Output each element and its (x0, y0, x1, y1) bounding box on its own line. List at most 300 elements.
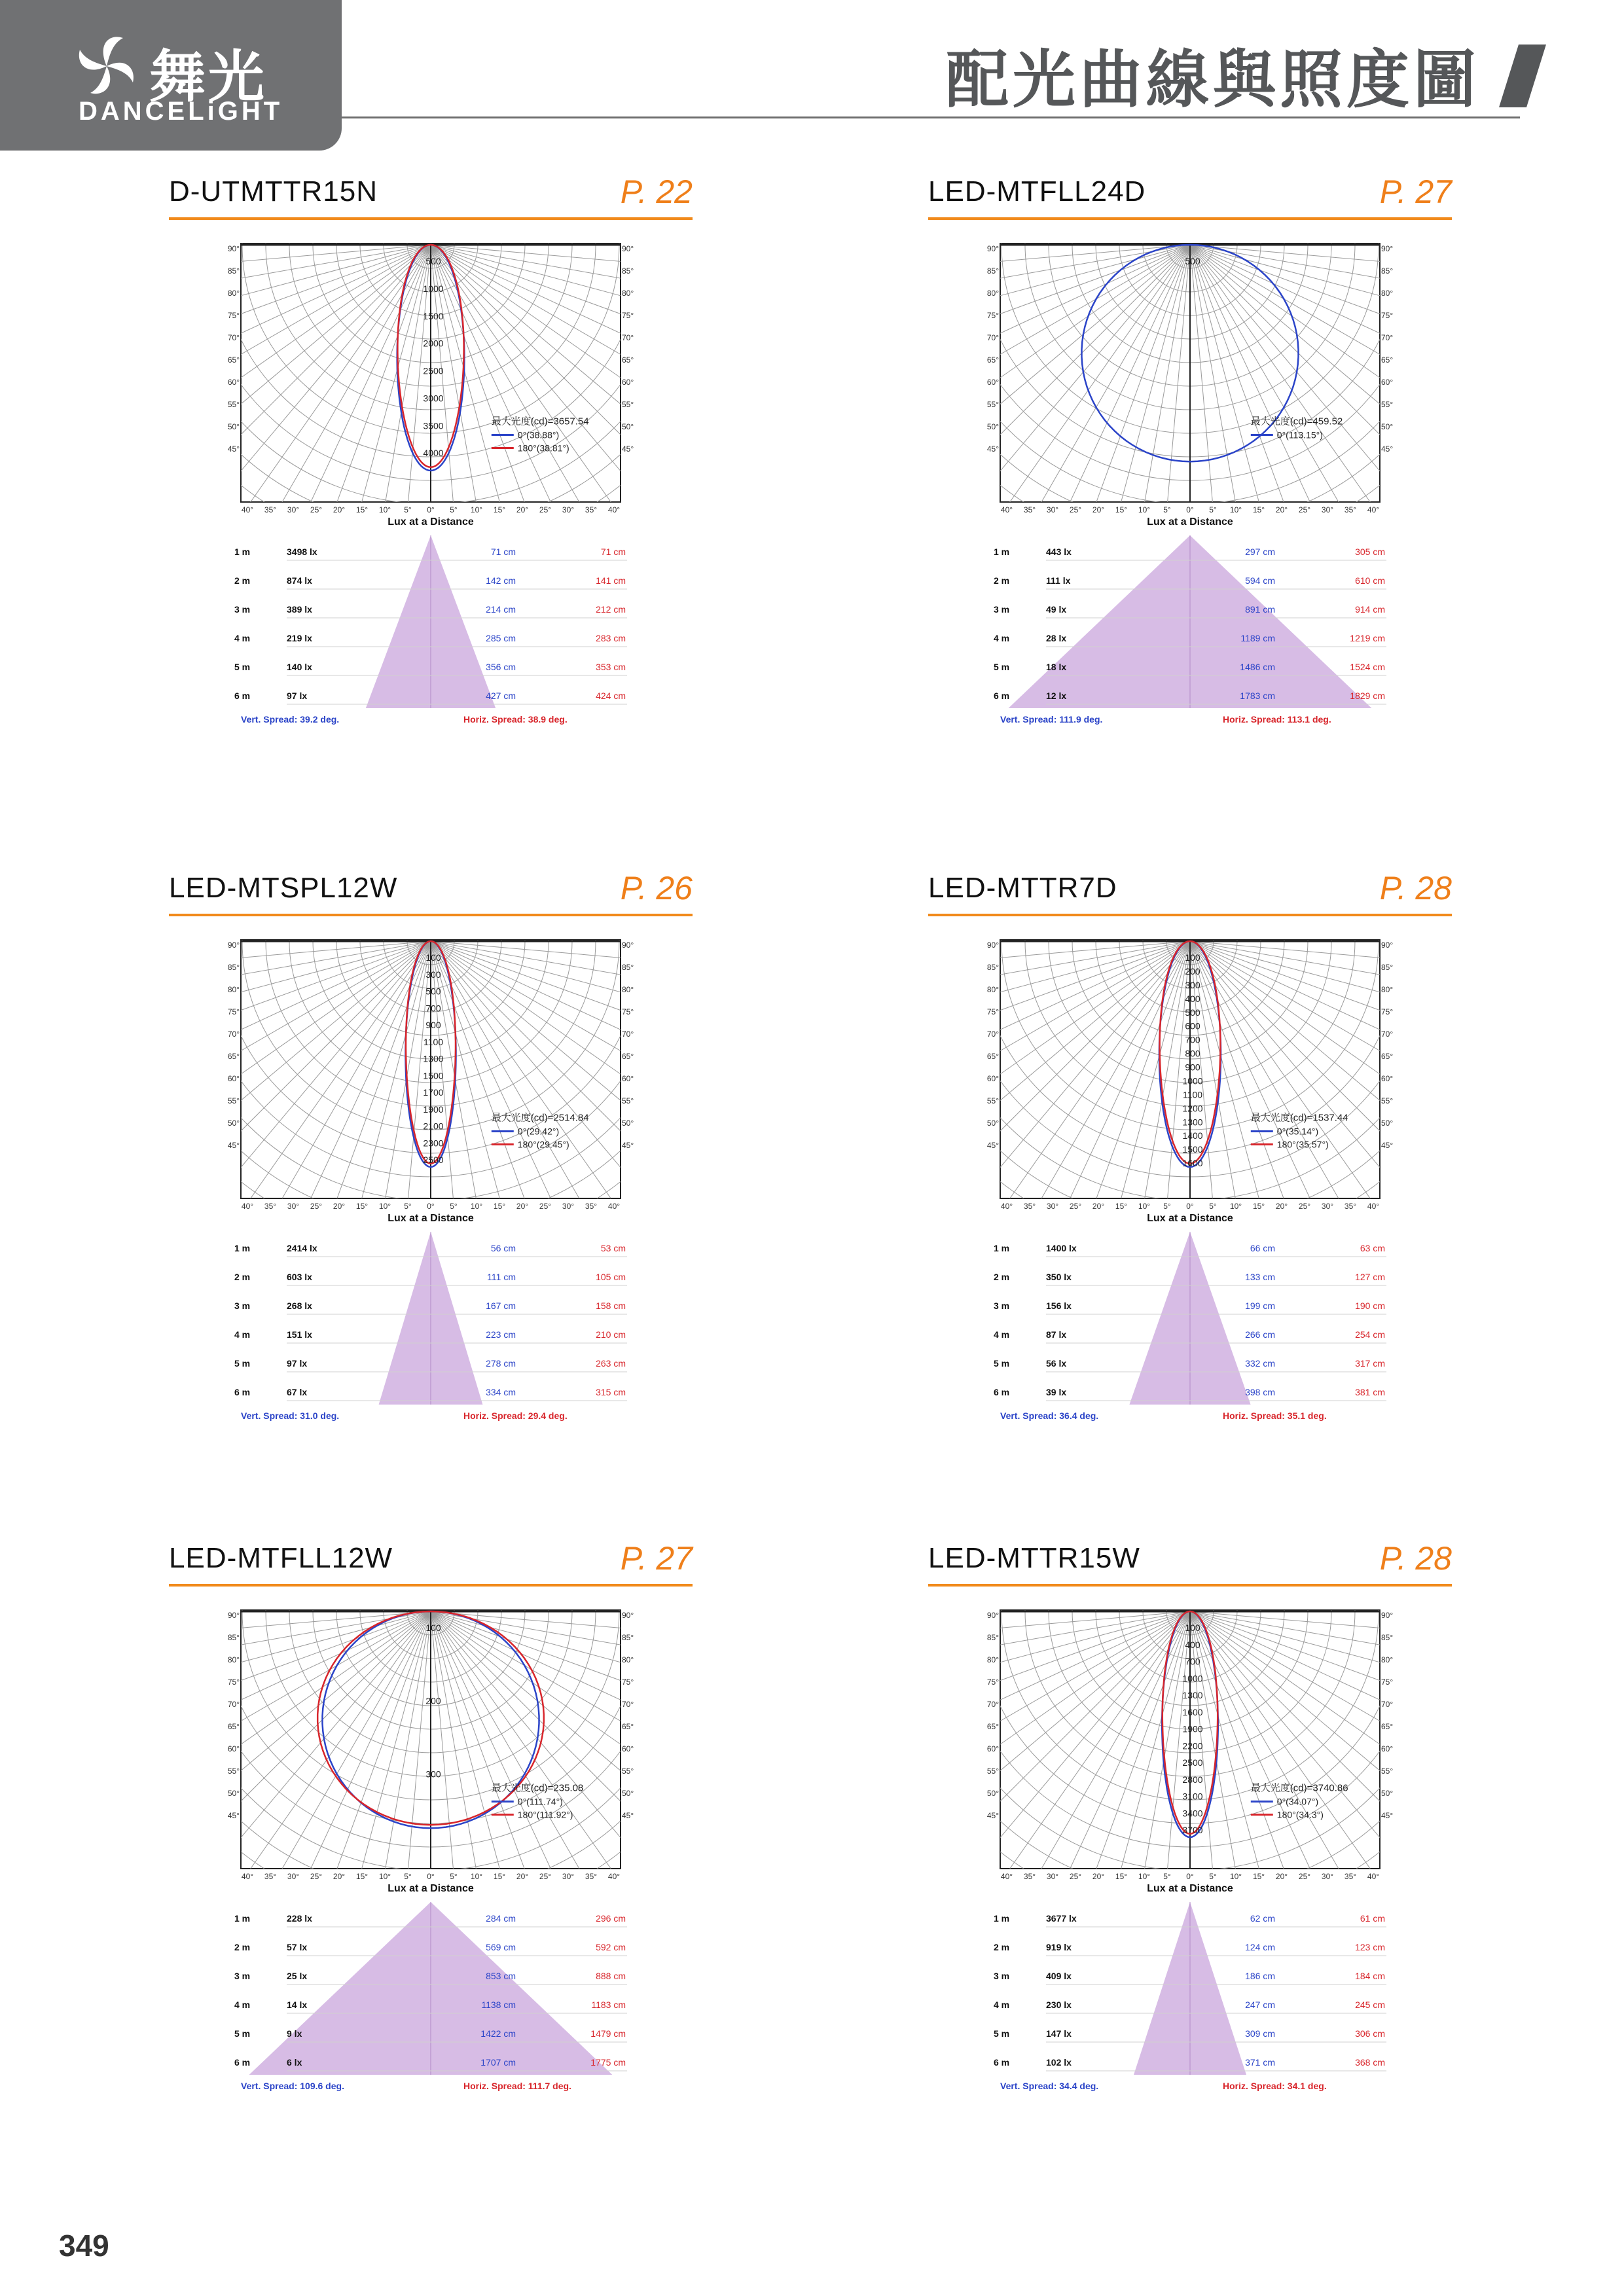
vertical-spread-summary: Vert. Spread: 31.0 deg. (241, 1410, 340, 1421)
angle-label-left: 70° (228, 1700, 240, 1709)
distance-label: 5 m (994, 1358, 1010, 1369)
angle-label-left: 65° (987, 355, 999, 365)
vertical-spread-value: 278 cm (486, 1358, 516, 1369)
angle-label-left: 60° (228, 1074, 240, 1083)
angle-label-bottom: 10° (378, 1202, 391, 1211)
angle-label-bottom: 25° (1298, 505, 1311, 514)
angle-label-bottom: 40° (241, 1202, 254, 1211)
angle-label-bottom: 25° (539, 505, 552, 514)
legend-180-label: 180°(38.81°) (517, 442, 569, 454)
angle-label-right: 75° (622, 1677, 634, 1687)
angle-label-left: 65° (228, 1052, 240, 1061)
horizontal-spread-value: 296 cm (596, 1913, 626, 1924)
intensity-tick-label: 1900 (1182, 1723, 1203, 1734)
horizontal-spread-summary: Horiz. Spread: 34.1 deg. (1223, 2081, 1327, 2091)
lux-value: 350 lx (1046, 1272, 1072, 1282)
distance-label: 3 m (994, 1300, 1010, 1311)
distance-label: 1 m (234, 547, 251, 557)
intensity-tick-label: 700 (1185, 1656, 1200, 1667)
lux-value: 230 lx (1046, 2000, 1072, 2010)
angle-label-bottom: 20° (1275, 1202, 1288, 1211)
intensity-tick-label: 400 (1185, 1639, 1200, 1650)
distance-label: 4 m (234, 2000, 251, 2010)
vertical-spread-value: 247 cm (1245, 2000, 1275, 2010)
angle-label-right: 75° (1381, 1007, 1393, 1016)
horizontal-spread-value: 1183 cm (591, 2000, 626, 2010)
angle-label-bottom: 35° (1023, 1872, 1036, 1881)
lux-value: 3498 lx (287, 547, 317, 557)
intensity-tick-label: 100 (425, 952, 441, 963)
lux-value: 28 lx (1046, 633, 1067, 643)
vertical-spread-value: 371 cm (1245, 2057, 1275, 2068)
distance-label: 6 m (234, 691, 251, 701)
angle-label-bottom: 5° (1209, 1872, 1217, 1881)
vertical-spread-value: 56 cm (490, 1243, 516, 1253)
angle-label-bottom: 25° (310, 1202, 323, 1211)
photometric-panel (928, 1540, 1452, 2091)
horizontal-spread-value: 1775 cm (590, 2057, 626, 2068)
vertical-spread-value: 133 cm (1245, 1272, 1275, 1282)
intensity-tick-label: 300 (425, 1768, 441, 1780)
intensity-tick-label: 1000 (1182, 1075, 1203, 1086)
angle-label-bottom: 5° (404, 1872, 412, 1881)
intensity-tick-label: 2500 (1182, 1757, 1203, 1768)
intensity-tick-label: 500 (1185, 256, 1200, 266)
angle-label-right: 70° (622, 1030, 634, 1039)
lux-value: 9 lx (287, 2028, 302, 2039)
lux-value: 874 lx (287, 575, 312, 586)
intensity-tick-label: 2500 (423, 365, 444, 376)
max-intensity-label: 最大光度(cd)=3657.54 (491, 416, 589, 427)
angle-label-bottom: 35° (264, 1872, 277, 1881)
vertical-spread-value: 71 cm (490, 547, 516, 557)
horizontal-spread-value: 610 cm (1355, 575, 1385, 586)
page-reference: P. 27 (1379, 173, 1452, 210)
vertical-spread-value: 124 cm (1245, 1942, 1275, 1952)
distance-label: 4 m (994, 1329, 1010, 1340)
lux-value: 6 lx (287, 2057, 302, 2068)
lux-value: 39 lx (1046, 1387, 1067, 1397)
horizontal-spread-summary: Horiz. Spread: 35.1 deg. (1223, 1410, 1327, 1421)
horizontal-spread-value: 184 cm (1355, 1971, 1385, 1981)
lux-value: 228 lx (287, 1913, 312, 1924)
distance-label: 2 m (234, 575, 251, 586)
vertical-spread-value: 309 cm (1245, 2028, 1275, 2039)
distance-label: 1 m (234, 1243, 251, 1253)
angle-label-bottom: 25° (1069, 1202, 1082, 1211)
angle-label-bottom: 30° (287, 505, 300, 514)
intensity-tick-label: 500 (425, 256, 441, 266)
intensity-tick-label: 2800 (1182, 1774, 1203, 1785)
distance-label: 6 m (994, 1387, 1010, 1397)
distance-label: 3 m (234, 604, 251, 615)
angle-label-right: 80° (622, 289, 634, 298)
distance-label: 4 m (234, 633, 251, 643)
vertical-spread-value: 111 cm (487, 1272, 516, 1282)
angle-label-right: 65° (1381, 355, 1393, 365)
intensity-tick-label: 600 (1185, 1020, 1200, 1031)
vertical-spread-value: 199 cm (1245, 1300, 1275, 1311)
lux-title: Lux at a Distance (1147, 1883, 1233, 1894)
angle-label-bottom: 30° (562, 505, 575, 514)
intensity-tick-label: 1600 (1182, 1158, 1203, 1169)
vertical-spread-value: 186 cm (1245, 1971, 1275, 1981)
vertical-spread-value: 332 cm (1245, 1358, 1275, 1369)
angle-label-right: 60° (1381, 1074, 1393, 1083)
photometric-figure (987, 237, 1393, 734)
max-intensity-label: 最大光度(cd)=235.08 (491, 1782, 584, 1794)
angle-label-bottom: 40° (1367, 1872, 1380, 1881)
intensity-tick-label: 3100 (1182, 1791, 1203, 1802)
angle-label-right: 55° (1381, 400, 1393, 409)
photometric-figure (987, 1604, 1393, 2101)
angle-label-bottom: 10° (470, 505, 483, 514)
angle-label-right: 75° (622, 1007, 634, 1016)
vertical-spread-value: 266 cm (1245, 1329, 1275, 1340)
distance-label: 5 m (994, 2028, 1010, 2039)
intensity-tick-label: 1700 (423, 1087, 444, 1098)
distance-label: 4 m (994, 633, 1010, 643)
angle-label-right: 85° (1381, 266, 1393, 276)
distance-label: 4 m (234, 1329, 251, 1340)
angle-label-left: 65° (987, 1722, 999, 1731)
distance-label: 5 m (234, 2028, 251, 2039)
angle-label-left: 75° (228, 1007, 240, 1016)
angle-label-right: 75° (622, 311, 634, 320)
angle-label-bottom: 30° (1046, 505, 1059, 514)
lux-table (994, 1232, 1386, 1405)
horizontal-spread-value: 123 cm (1355, 1942, 1385, 1952)
angle-label-right: 80° (1381, 985, 1393, 994)
angle-label-bottom: 25° (539, 1872, 552, 1881)
angle-label-right: 70° (1381, 1030, 1393, 1039)
angle-label-bottom: 10° (378, 505, 391, 514)
angle-label-left: 55° (228, 1767, 240, 1776)
vertical-spread-value: 167 cm (486, 1300, 516, 1311)
angle-label-left: 75° (987, 1677, 999, 1687)
angle-label-bottom: 35° (1344, 1872, 1357, 1881)
angle-label-left: 45° (228, 444, 240, 454)
angle-label-bottom: 40° (241, 1872, 254, 1881)
angle-label-right: 70° (1381, 1700, 1393, 1709)
vertical-spread-value: 1138 cm (481, 2000, 516, 2010)
horizontal-spread-value: 245 cm (1355, 2000, 1385, 2010)
angle-label-left: 85° (987, 266, 999, 276)
lux-value: 67 lx (287, 1387, 308, 1397)
horizontal-spread-value: 71 cm (600, 547, 626, 557)
distance-label: 2 m (234, 1942, 251, 1952)
panel-header (928, 1540, 1452, 1587)
distance-label: 3 m (994, 1971, 1010, 1981)
horizontal-spread-value: 315 cm (596, 1387, 626, 1397)
max-intensity-label: 最大光度(cd)=2514.84 (491, 1112, 589, 1124)
angle-label-left: 45° (987, 444, 999, 454)
lux-value: 12 lx (1046, 691, 1067, 701)
intensity-tick-label: 2500 (423, 1155, 444, 1166)
legend-0-label: 0°(38.88°) (517, 429, 560, 440)
angle-label-bottom: 0° (427, 1872, 435, 1881)
vertical-spread-value: 285 cm (486, 633, 516, 643)
panel-header (169, 173, 693, 220)
angle-label-left: 50° (228, 422, 240, 431)
angle-label-left: 50° (228, 1119, 240, 1128)
angle-label-left: 80° (228, 985, 240, 994)
angle-label-right: 60° (622, 378, 634, 387)
angle-label-right: 65° (1381, 1052, 1393, 1061)
angle-label-left: 55° (228, 400, 240, 409)
angle-label-right: 60° (1381, 378, 1393, 387)
angle-label-bottom: 0° (1186, 1872, 1194, 1881)
lux-value: 87 lx (1046, 1329, 1067, 1340)
panel-header (169, 870, 693, 916)
horizontal-spread-value: 424 cm (596, 691, 626, 701)
intensity-tick-label: 1200 (1182, 1103, 1203, 1114)
vertical-spread-value: 1422 cm (480, 2028, 516, 2039)
angle-label-left: 90° (987, 1611, 999, 1620)
intensity-tick-label: 4000 (423, 448, 444, 459)
distance-label: 2 m (994, 1272, 1010, 1282)
lux-title: Lux at a Distance (388, 516, 474, 528)
angle-label-bottom: 5° (450, 1872, 458, 1881)
horizontal-spread-value: 592 cm (596, 1942, 626, 1952)
distance-label: 3 m (994, 604, 1010, 615)
angle-label-right: 80° (622, 985, 634, 994)
horizontal-spread-summary: Horiz. Spread: 29.4 deg. (463, 1410, 568, 1421)
photometric-panel (169, 870, 693, 1421)
angle-label-bottom: 10° (1138, 1202, 1151, 1211)
angle-label-left: 45° (228, 1811, 240, 1820)
vertical-spread-value: 594 cm (1245, 575, 1275, 586)
angle-label-left: 75° (987, 311, 999, 320)
distance-label: 6 m (234, 2057, 251, 2068)
intensity-tick-label: 1000 (423, 283, 444, 294)
vertical-spread-summary: Vert. Spread: 36.4 deg. (1000, 1410, 1099, 1421)
intensity-tick-label: 1100 (1182, 1089, 1203, 1100)
intensity-tick-label: 700 (1185, 1034, 1200, 1045)
lux-value: 219 lx (287, 633, 312, 643)
lux-value: 97 lx (287, 1358, 308, 1369)
angle-label-left: 85° (228, 1633, 240, 1642)
angle-label-right: 85° (1381, 1633, 1393, 1642)
angle-label-right: 90° (1381, 244, 1393, 253)
photometric-panel (169, 173, 693, 725)
horizontal-spread-value: 353 cm (596, 662, 626, 672)
angle-label-bottom: 25° (1069, 1872, 1082, 1881)
distance-label: 2 m (994, 575, 1010, 586)
intensity-tick-label: 3500 (423, 420, 444, 431)
vertical-spread-value: 62 cm (1250, 1913, 1275, 1924)
lux-value: 18 lx (1046, 662, 1067, 672)
angle-label-right: 50° (622, 422, 634, 431)
intensity-tick-label: 900 (1185, 1062, 1200, 1073)
angle-label-left: 90° (987, 244, 999, 253)
distance-label: 3 m (234, 1971, 251, 1981)
horizontal-spread-value: 283 cm (596, 633, 626, 643)
angle-label-left: 80° (987, 1655, 999, 1664)
lux-value: 140 lx (287, 662, 312, 672)
horizontal-spread-value: 158 cm (596, 1300, 626, 1311)
horizontal-spread-value: 368 cm (1355, 2057, 1385, 2068)
horizontal-spread-value: 1219 cm (1350, 633, 1385, 643)
legend-180-label: 180°(34.3°) (1276, 1809, 1324, 1820)
vertical-spread-value: 297 cm (1245, 547, 1275, 557)
angle-label-bottom: 15° (1115, 1872, 1128, 1881)
angle-label-left: 80° (228, 1655, 240, 1664)
angle-label-left: 85° (987, 963, 999, 972)
angle-label-bottom: 10° (378, 1872, 391, 1881)
angle-label-bottom: 10° (470, 1872, 483, 1881)
angle-label-bottom: 10° (1229, 1202, 1242, 1211)
angle-label-bottom: 20° (333, 1872, 346, 1881)
angle-label-left: 55° (987, 1767, 999, 1776)
intensity-tick-label: 1400 (1182, 1130, 1203, 1141)
angle-label-right: 80° (1381, 1655, 1393, 1664)
legend-0-label: 0°(35.14°) (1276, 1126, 1319, 1137)
logo-english-text: DANCELiGHT (79, 97, 283, 126)
photometric-panel (928, 870, 1452, 1421)
title-slash-icon (1499, 45, 1546, 107)
distance-label: 5 m (234, 1358, 251, 1369)
distance-label: 6 m (234, 1387, 251, 1397)
lux-value: 156 lx (1046, 1300, 1072, 1311)
angle-label-bottom: 20° (1275, 1872, 1288, 1881)
photometric-figure (228, 1604, 634, 2101)
intensity-tick-label: 300 (1185, 979, 1200, 990)
angle-label-bottom: 25° (1298, 1202, 1311, 1211)
intensity-tick-label: 2200 (1182, 1740, 1203, 1751)
angle-label-bottom: 40° (241, 505, 254, 514)
horizontal-spread-value: 1524 cm (1350, 662, 1385, 672)
angle-label-bottom: 25° (539, 1202, 552, 1211)
legend-0-label: 0°(29.42°) (517, 1126, 560, 1137)
angle-label-bottom: 35° (585, 1872, 598, 1881)
vertical-spread-value: 1707 cm (480, 2057, 516, 2068)
horizontal-spread-value: 127 cm (1355, 1272, 1385, 1282)
vertical-spread-value: 66 cm (1250, 1243, 1275, 1253)
vertical-spread-value: 398 cm (1245, 1387, 1275, 1397)
distance-label: 4 m (994, 2000, 1010, 2010)
intensity-tick-label: 2000 (423, 338, 444, 349)
angle-label-bottom: 0° (427, 505, 435, 514)
distance-label: 3 m (234, 1300, 251, 1311)
photometric-panel (169, 1540, 693, 2091)
angle-label-right: 55° (622, 1767, 634, 1776)
vertical-spread-summary: Vert. Spread: 109.6 deg. (241, 2081, 344, 2091)
angle-label-bottom: 20° (333, 505, 346, 514)
angle-label-bottom: 25° (1298, 1872, 1311, 1881)
horizontal-spread-summary: Horiz. Spread: 113.1 deg. (1223, 714, 1331, 725)
intensity-tick-label: 1900 (423, 1103, 444, 1115)
angle-label-left: 70° (987, 333, 999, 342)
angle-label-bottom: 40° (1367, 1202, 1380, 1211)
lux-value: 389 lx (287, 604, 312, 615)
distance-label: 2 m (994, 1942, 1010, 1952)
angle-label-left: 80° (987, 289, 999, 298)
angle-label-bottom: 20° (1275, 505, 1288, 514)
angle-label-bottom: 5° (1209, 1202, 1217, 1211)
photometric-figure (987, 933, 1393, 1431)
lux-value: 56 lx (1046, 1358, 1067, 1369)
angle-label-left: 60° (987, 378, 999, 387)
horizontal-spread-value: 53 cm (600, 1243, 626, 1253)
intensity-tick-label: 1300 (423, 1053, 444, 1064)
angle-label-bottom: 40° (1000, 1872, 1013, 1881)
legend-180-label: 180°(35.57°) (1276, 1139, 1329, 1150)
vertical-spread-value: 356 cm (486, 662, 516, 672)
angle-label-left: 50° (987, 1789, 999, 1798)
angle-label-right: 85° (1381, 963, 1393, 972)
angle-label-left: 60° (228, 378, 240, 387)
angle-label-right: 50° (1381, 1789, 1393, 1798)
horizontal-spread-value: 254 cm (1355, 1329, 1385, 1340)
angle-label-right: 90° (622, 1611, 634, 1620)
lux-title: Lux at a Distance (388, 1883, 474, 1894)
vertical-spread-value: 853 cm (486, 1971, 516, 1981)
angle-label-bottom: 15° (493, 1202, 506, 1211)
angle-label-left: 50° (228, 1789, 240, 1798)
lux-value: 443 lx (1046, 547, 1072, 557)
angle-label-right: 85° (622, 1633, 634, 1642)
angle-label-left: 60° (987, 1744, 999, 1753)
legend-180-label: 180°(29.45°) (517, 1139, 569, 1150)
horizontal-spread-value: 914 cm (1355, 604, 1385, 615)
horizontal-spread-summary: Horiz. Spread: 111.7 deg. (463, 2081, 571, 2091)
angle-label-bottom: 30° (1321, 1872, 1334, 1881)
intensity-tick-label: 400 (1185, 993, 1200, 1004)
angle-label-bottom: 5° (450, 1202, 458, 1211)
angle-label-bottom: 20° (1092, 1872, 1105, 1881)
model-number: D-UTMTTR15N (169, 175, 378, 207)
angle-label-right: 80° (622, 1655, 634, 1664)
intensity-tick-label: 1500 (423, 1070, 444, 1081)
angle-label-bottom: 35° (264, 1202, 277, 1211)
lux-title: Lux at a Distance (388, 1213, 474, 1224)
angle-label-right: 90° (1381, 1611, 1393, 1620)
angle-label-left: 60° (987, 1074, 999, 1083)
legend-0-label: 0°(111.74°) (517, 1796, 563, 1807)
distance-label: 1 m (994, 547, 1010, 557)
angle-label-right: 90° (622, 941, 634, 950)
intensity-tick-label: 3700 (1182, 1825, 1203, 1836)
horizontal-spread-value: 190 cm (1355, 1300, 1385, 1311)
model-number: LED-MTFLL12W (169, 1542, 393, 1574)
distance-label: 1 m (234, 1913, 251, 1924)
horizontal-spread-summary: Horiz. Spread: 38.9 deg. (463, 714, 568, 725)
angle-label-left: 85° (228, 963, 240, 972)
horizontal-spread-value: 305 cm (1355, 547, 1385, 557)
angle-label-bottom: 15° (355, 1202, 369, 1211)
angle-label-right: 65° (1381, 1722, 1393, 1731)
legend-0-label: 0°(113.15°) (1276, 429, 1323, 440)
vertical-spread-value: 427 cm (486, 691, 516, 701)
vertical-spread-value: 1486 cm (1240, 662, 1275, 672)
angle-label-bottom: 35° (1344, 1202, 1357, 1211)
intensity-tick-label: 1100 (423, 1036, 444, 1047)
intensity-tick-label: 700 (425, 1003, 441, 1014)
angle-label-left: 45° (987, 1811, 999, 1820)
angle-label-right: 60° (1381, 1744, 1393, 1753)
logo-chinese-text: 舞光 (149, 45, 267, 110)
angle-label-right: 90° (622, 244, 634, 253)
page-reference: P. 27 (620, 1540, 693, 1577)
lux-table (994, 1902, 1386, 2075)
angle-label-left: 65° (228, 1722, 240, 1731)
intensity-tick-label: 1500 (423, 310, 444, 321)
intensity-tick-label: 1600 (1182, 1706, 1203, 1717)
angle-label-right: 65° (622, 1052, 634, 1061)
angle-label-left: 90° (987, 941, 999, 950)
intensity-tick-label: 100 (425, 1623, 441, 1633)
